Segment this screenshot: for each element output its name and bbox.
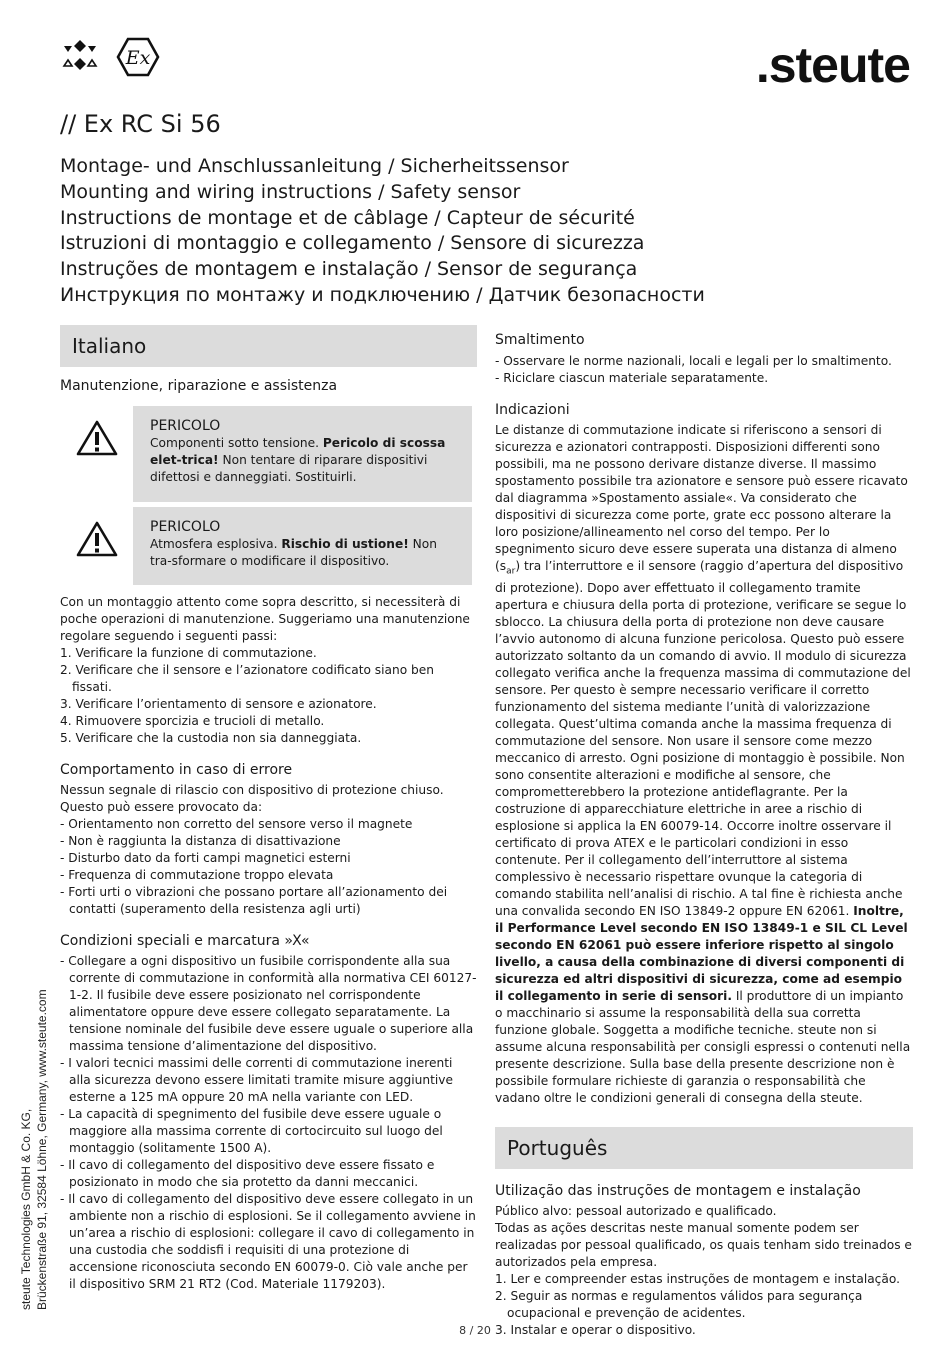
warning-triangle-icon (76, 521, 118, 557)
list-item: - Riciclare ciascun materiale separatamente. (495, 371, 769, 385)
list-item: - Il cavo di collegamento del dispositivo deve essere collegato in un ambiente non a rischio di esplosioni. Se il collegamento avviene in un’area a rischio di esplosioni: collegare il cavo di collegamento in una custodia che soddisfi i requisiti di una protezione di accensione riconosciuta secondo EN 60079-0. Ciò vale anche per il dispositivo SRM 21 RT2 (Cod. Materiale 1179203). (60, 1192, 476, 1291)
warning-text: Componenti sotto tensione. Pericolo di scossa elet-trica! Non tentare di riparare dispositivi difettosi e danneggiati. Sostituirli. (150, 436, 446, 484)
special-conditions-list (60, 953, 477, 1293)
list-item: 1. Ler e compreender estas instruções de montagem e instalação. (495, 1272, 900, 1287)
list-item: - Frequenza di commutazione troppo elevata (60, 868, 334, 882)
section-bar-italiano: Italiano (60, 325, 477, 367)
right-column (495, 332, 913, 1339)
list-item: - Forti urti o vibrazioni che possano portare all’azionamento dei contatti (superamento della resistenza agli urti) (60, 885, 448, 916)
title-pt: Instruções de montagem e instalação / Sensor de segurança (60, 258, 638, 281)
title-en: Mounting and wiring instructions / Safety sensor (60, 180, 521, 203)
notes-text: Le distanze di commutazione indicate si riferiscono a sensori di sicurezza e azionatori contrapposti. Disposizioni differenti sono possibili, ma ne possono derivare distanze diverse. Il massimo spostamento possibile tra azionatore e sensore può essere ricavato dal diagramma »Spostamento assiale«. Va considerato che dispositivi di sicurezza come porte, grate ecc possono alterare la loro posizione/allineamento nel corso del tempo. Per lo spegnimento sicuro deve essere superata una distanza di almeno $(s_{ar})$ tra l’interruttore e il sensore (raggio d’apertura del dispositivo di protezione). Dopo aver effettuato il collegamento tramite apertura e chiusura della porta di protezione, verificare se segue lo sblocco. La chiusura della porta di protezione non deve causare l’avvio autonomo di alcuna funzione pericolosa. Questo può essere autorizzato soltanto da un comando di avvio. Il modulo di sicurezza collegato verifica anche la frequenza massima di commutazione del sensore. Per questo è sempre necessario verificare il corretto funzionamento del sistema mediante l’unità di valorizzazione collegata. Quest’ultima comanda anche la massima frequenza di commutazione del sensore. Non usare il sensore come mezzo meccanico di arresto. Ogni posizione di montaggio è possibile. Non sono consentite alterazioni e modifiche al sensore, che comprometterebbero la protezione antideflagrante. Per la costruzione di apparecchiature elettriche in aree a rischio di esplosione si applica la EN 60079-14. Occorre inoltre osservare il certificato di prova ATEX e le particolari condizioni in esso contenute. Per il collegamento dell’interruttore al sistema complessivo è necessario rispettare ovunque la categoria di comando stabilita nell’analisi di rischio. A tal fine è richiesta anche una convalida secondo EN ISO 13849-2 oppure EN 62061. Inoltre, il Performance Level secondo EN ISO 13849-1 e SIL CL Level secondo EN 62061 può essere inferiore rispetto al singolo livello, a causa della combinazione di diversi componenti di sicurezza ed altri dispositivi di sicurezza, come ad esempio il collegamento in serie di sensori. Il produttore di un impianto o macchinario si assume la responsabilità della sua corretta funzione globale. Soggetta a modifiche tecniche. steute non si assume alcuna responsabilità per consigli espressi o contenuti nella presente descrizione. Sulla base della presente descrizione non è possibile formulare richieste di garanzia o responsabilità che vadano oltre le condizioni generali di consegna della steute. (495, 423, 911, 1106)
warning-box-2 (133, 507, 472, 585)
section-bar-portugues: Português (495, 1127, 913, 1169)
error-intro: Nessun segnale di rilascio con dispositivo di protezione chiuso. Questo può essere provocato da: (60, 783, 444, 814)
page-number: 8 / 20 (459, 1324, 491, 1337)
list-item: 3. Instalar e operar o dispositivo. (495, 1323, 696, 1338)
list-item: - Il cavo di collegamento del dispositivo deve essere fissato e posizionato in modo che sia protetto da danni meccanici. (60, 1158, 435, 1189)
pt-heading: Utilização das instruções de montagem e instalação (495, 1183, 861, 1200)
svg-text:Ex: Ex (125, 47, 151, 69)
brand-logo: .steute (755, 37, 910, 93)
list-item: - Orientamento non corretto del sensore verso il magnete (60, 817, 413, 831)
warning-box-1 (133, 406, 472, 502)
left-column (60, 325, 477, 1293)
list-item: 2. Seguir as normas e regulamentos válidos para segurança ocupacional e prevenção de acidentes. (495, 1289, 863, 1321)
pt-audience: Público alvo: pessoal autorizado e qualificado. (495, 1204, 777, 1219)
pt-intro: Todas as ações descritas neste manual somente podem ser realizadas por pessoal qualificado, os quais tenham sido treinados e autorizados pela empresa. (495, 1221, 912, 1270)
maintenance-steps (60, 645, 477, 747)
list-item: 4. Rimuovere sporcizia e trucioli di metallo. (60, 714, 325, 728)
notes-heading: Indicazioni (495, 402, 570, 418)
title-it: Istruzioni di montaggio e collegamento / Sensore di sicurezza (60, 232, 645, 255)
title-fr: Instructions de montage et de câblage / Capteur de sécurité (60, 206, 635, 229)
document-titles (60, 154, 705, 309)
warning-block-1 (60, 406, 477, 502)
list-item: - Osservare le norme nazionali, locali e legali per lo smaltimento. (495, 354, 892, 368)
warning-text: Atmosfera esplosiva. Rischio di ustione! Non tra-sformare o modificare il dispositivo. (150, 537, 437, 568)
list-item: 3. Verificare l’orientamento di sensore e azionatore. (60, 697, 377, 711)
warning-title: PERICOLO (150, 418, 221, 434)
warning-triangle-icon (76, 420, 118, 456)
disposal-heading: Smaltimento (495, 332, 585, 348)
maintenance-intro: Con un montaggio attento come sopra descritto, si necessiterà di poche operazioni di manutenzione. Suggeriamo una manutenzione regolare seguendo i seguenti passi: (60, 595, 470, 643)
list-item: 1. Verificare la funzione di commutazione. (60, 646, 317, 660)
list-item: 5. Verificare che la custodia non sia danneggiata. (60, 731, 362, 745)
warning-block-2 (60, 507, 477, 585)
product-title: // Ex RC Si 56 (60, 110, 221, 138)
list-item: 2. Verificare che il sensore e l’azionatore codificato siano ben fissati. (60, 663, 435, 694)
dice-cert-icon (60, 38, 100, 74)
title-de: Montage- und Anschlussanleitung / Sicherheitssensor (60, 155, 569, 177)
disposal-list (495, 353, 913, 387)
list-item: - I valori tecnici massimi delle correnti di commutazione inerenti alla sicurezza devono essere limitati tramite misure aggiuntive esterne a 125 mA oppure 20 mA nella variante con LED. (60, 1056, 453, 1104)
error-heading: Comportamento in caso di errore (60, 762, 293, 778)
error-list (60, 816, 477, 918)
list-item: - Collegare a ogni dispositivo un fusibile corrispondente alla sua corrente di commutazione in conformità alla normativa CEI 60127-1-2. Il fusibile deve essere posizionato nel corrispondente alimentatore oppure deve essere collegato separatamente. La tensione nominale del fusibile deve essere uguale o superiore alla massima tensione d’alimentazione del dispositivo. (60, 954, 477, 1053)
warning-title: PERICOLO (150, 519, 221, 535)
list-item: - Non è raggiunta la distanza di disattivazione (60, 834, 341, 848)
special-conditions-heading: Condizioni speciali e marcatura »X« (60, 933, 310, 949)
maintenance-heading: Manutenzione, riparazione e assistenza (60, 378, 338, 394)
list-item: - Disturbo dato da forti campi magnetici esterni (60, 851, 351, 865)
list-item: - La capacità di spegnimento del fusibile deve essere uguale o maggiore alla massima corrente di cortocircuito sul luogo del montaggio (solitamente 1500 A). (60, 1107, 443, 1155)
company-address: steute Technologies GmbH & Co. KG, Brückenstraße 91, 32584 Löhne, Germany, www.steute.com (19, 989, 49, 1310)
title-ru: Инструкция по монтажу и подключению / Датчик безопасности (60, 283, 705, 306)
ex-cert-icon (116, 37, 160, 77)
